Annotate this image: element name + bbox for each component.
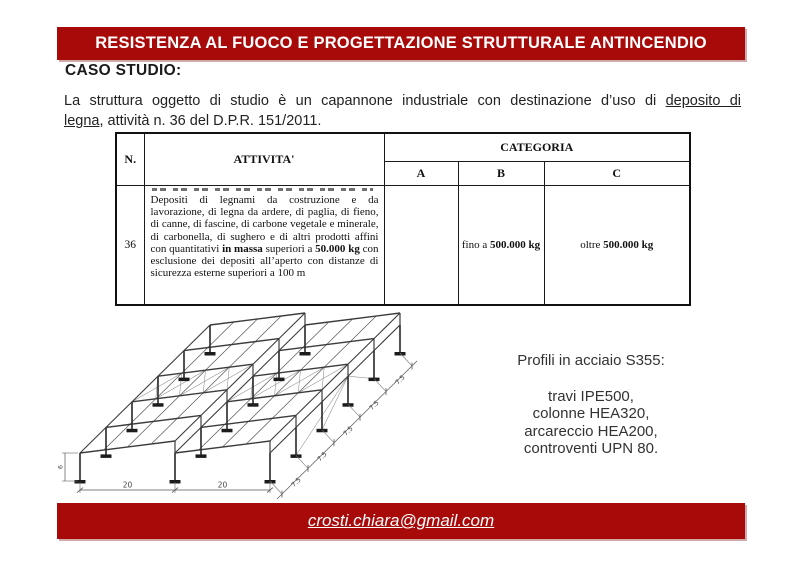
- cell-categoria-b: fino a 500.000 kg: [458, 186, 544, 306]
- steel-item-beams: travi IPE500,: [548, 387, 634, 405]
- steel-title: Profili in acciaio S355:: [517, 352, 665, 369]
- footer-banner: [57, 503, 745, 539]
- svg-text:7.5: 7.5: [289, 475, 303, 489]
- roof-purlin-lines: [104, 316, 377, 450]
- svg-text:7.5: 7.5: [367, 399, 381, 412]
- svg-text:6: 6: [56, 464, 65, 470]
- intro-line-2: legna, attività n. 36 del D.P.R. 151/2011.: [64, 113, 322, 129]
- svg-text:7.5: 7.5: [393, 373, 407, 387]
- underlined-deposito: deposito di: [665, 93, 742, 109]
- columns: [80, 325, 400, 481]
- steel-item-bracing: controventi UPN 80.: [523, 440, 659, 457]
- steel-profiles-text: [440, 352, 742, 458]
- structure-axonometric-drawing: [50, 306, 430, 511]
- cell-categoria-c: oltre 500.000 kg: [544, 186, 690, 306]
- table-row: [116, 186, 690, 306]
- svg-text:7.5: 7.5: [341, 424, 355, 438]
- cell-activity-description: Depositi di legnami da costruzione e da lavorazione, di legna da ardere, di paglia, di fieno, di canne, di fascine, di carbone vegetale e minerale, di carbonella, di sughero e di altri prodotti affini con quantitativi in massa superiori a 50.000 kg con esclusione dei depositi all’aperto con distanze di sicurezza esterne superiori a 100 m: [144, 186, 384, 306]
- col-header-a: A: [384, 162, 458, 186]
- scan-artifact-clipped-line: [152, 188, 373, 191]
- underlined-legna: legna: [64, 113, 100, 129]
- slide-title: RESISTENZA AL FUOCO E PROGETTAZIONE STRUTTURALE ANTINCENDIO: [95, 34, 707, 52]
- col-header-c: C: [544, 162, 690, 186]
- steel-item-columns: colonne HEA320,: [532, 405, 650, 422]
- section-heading: CASO STUDIO:: [65, 62, 182, 79]
- col-header-attivita: ATTIVITA': [144, 133, 384, 186]
- svg-text:20: 20: [122, 480, 133, 490]
- title-banner: [57, 27, 745, 60]
- svg-text:7.5: 7.5: [315, 450, 329, 464]
- col-header-n: N.: [116, 133, 144, 186]
- intro-line-1: La struttura oggetto di studio è un capannone industriale con destinazione d’uso di deposito di: [64, 93, 742, 109]
- steel-item-purlins: arcareccio HEA200,: [524, 422, 658, 440]
- svg-text:20: 20: [217, 480, 228, 490]
- cell-categoria-a: [384, 186, 458, 306]
- email-link[interactable]: crosti.chiara@gmail.com: [307, 511, 495, 530]
- col-header-b: B: [458, 162, 544, 186]
- col-header-categoria: CATEGORIA: [384, 133, 690, 162]
- intro-paragraph: [64, 91, 741, 131]
- cell-activity-number: 36: [116, 186, 144, 306]
- activity-table: [115, 132, 691, 306]
